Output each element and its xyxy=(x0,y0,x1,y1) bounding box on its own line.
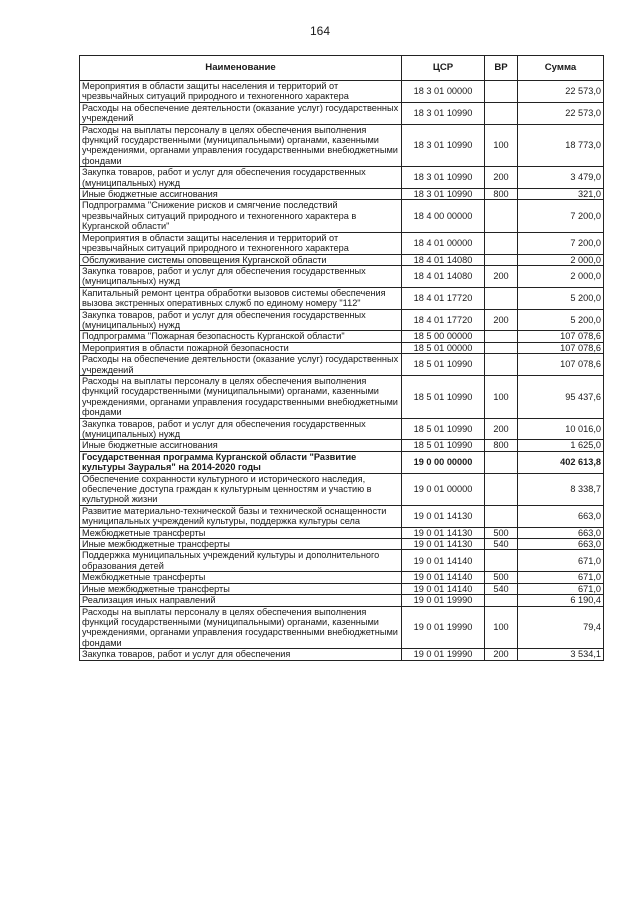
cell-csr: 19 0 01 19990 xyxy=(402,595,485,606)
table-row xyxy=(80,440,604,451)
cell-csr: 18 4 01 14080 xyxy=(402,254,485,265)
cell-sum: 107 078,6 xyxy=(518,354,604,376)
table-row xyxy=(80,505,604,527)
cell-vr xyxy=(485,473,518,505)
cell-csr: 18 3 01 10990 xyxy=(402,124,485,167)
cell-vr: 200 xyxy=(485,167,518,189)
cell-sum: 22 573,0 xyxy=(518,102,604,124)
table-row xyxy=(80,595,604,606)
cell-vr: 500 xyxy=(485,527,518,538)
table-row xyxy=(80,527,604,538)
table-row xyxy=(80,473,604,505)
cell-name: Развитие материально-технической базы и технической оснащенности муниципальных учреждений культуры, поддержка культуры села xyxy=(80,505,402,527)
table-row xyxy=(80,539,604,550)
cell-sum: 321,0 xyxy=(518,189,604,200)
cell-csr: 18 5 01 00000 xyxy=(402,342,485,353)
cell-name: Обслуживание системы оповещения Курганской области xyxy=(80,254,402,265)
cell-csr: 19 0 01 14130 xyxy=(402,505,485,527)
cell-sum: 6 190,4 xyxy=(518,595,604,606)
table-row xyxy=(80,451,604,473)
table-row xyxy=(80,354,604,376)
cell-name: Иные бюджетные ассигнования xyxy=(80,440,402,451)
cell-name: Капитальный ремонт центра обработки вызовов системы обеспечения вызова экстренных оперативных служб по единому номеру "112" xyxy=(80,287,402,309)
cell-csr: 18 3 01 10990 xyxy=(402,102,485,124)
cell-name: Мероприятия в области защиты населения и территорий от чрезвычайных ситуаций природного и техногенного характера xyxy=(80,232,402,254)
cell-vr xyxy=(485,505,518,527)
cell-csr: 18 5 01 10990 xyxy=(402,375,485,418)
cell-sum: 402 613,8 xyxy=(518,451,604,473)
cell-vr xyxy=(485,331,518,342)
cell-name: Государственная программа Курганской области "Развитие культуры Зауралья" на 2014-2020 годы xyxy=(80,451,402,473)
cell-csr: 18 5 01 10990 xyxy=(402,418,485,440)
table-body xyxy=(80,81,604,661)
table-row xyxy=(80,649,604,660)
cell-vr xyxy=(485,342,518,353)
table-row xyxy=(80,200,604,232)
table-row xyxy=(80,572,604,583)
cell-sum: 79,4 xyxy=(518,606,604,649)
cell-csr: 19 0 01 19990 xyxy=(402,649,485,660)
cell-name: Подпрограмма "Снижение рисков и смягчение последствий чрезвычайных ситуаций природного и техногенного характера в Курганской области" xyxy=(80,200,402,232)
cell-csr: 19 0 01 14130 xyxy=(402,527,485,538)
cell-name: Иные бюджетные ассигнования xyxy=(80,189,402,200)
cell-name: Расходы на выплаты персоналу в целях обеспечения выполнения функций государственными (муниципальными) органами, казенными учреждениями, органами управления государственными внебюджетными фондами xyxy=(80,375,402,418)
cell-vr: 540 xyxy=(485,583,518,594)
table-row xyxy=(80,418,604,440)
cell-csr: 18 4 01 17720 xyxy=(402,287,485,309)
cell-csr: 18 3 01 00000 xyxy=(402,81,485,103)
cell-sum: 1 625,0 xyxy=(518,440,604,451)
cell-vr: 800 xyxy=(485,189,518,200)
table-row xyxy=(80,309,604,331)
cell-name: Закупка товаров, работ и услуг для обеспечения государственных (муниципальных) нужд xyxy=(80,309,402,331)
cell-sum: 10 016,0 xyxy=(518,418,604,440)
cell-sum: 663,0 xyxy=(518,539,604,550)
cell-csr: 18 3 01 10990 xyxy=(402,167,485,189)
cell-sum: 2 000,0 xyxy=(518,265,604,287)
cell-name: Поддержка муниципальных учреждений культуры и дополнительного образования детей xyxy=(80,550,402,572)
cell-vr xyxy=(485,232,518,254)
cell-csr: 19 0 01 14130 xyxy=(402,539,485,550)
cell-sum: 107 078,6 xyxy=(518,331,604,342)
cell-vr: 100 xyxy=(485,375,518,418)
table-row xyxy=(80,254,604,265)
table-row xyxy=(80,287,604,309)
cell-csr: 18 4 00 00000 xyxy=(402,200,485,232)
cell-sum: 107 078,6 xyxy=(518,342,604,353)
table-row xyxy=(80,102,604,124)
cell-name: Мероприятия в области защиты населения и территорий от чрезвычайных ситуаций природного и техногенного характера xyxy=(80,81,402,103)
cell-sum: 671,0 xyxy=(518,572,604,583)
cell-csr: 19 0 01 14140 xyxy=(402,583,485,594)
page-number: 164 xyxy=(309,24,331,38)
header-csr: ЦСР xyxy=(402,56,485,81)
cell-name: Закупка товаров, работ и услуг для обеспечения государственных (муниципальных) нужд xyxy=(80,265,402,287)
cell-name: Закупка товаров, работ и услуг для обеспечения государственных (муниципальных) нужд xyxy=(80,418,402,440)
cell-sum: 5 200,0 xyxy=(518,309,604,331)
cell-name: Расходы на выплаты персоналу в целях обеспечения выполнения функций государственными (муниципальными) органами, казенными учреждениями, органами управления государственными внебюджетными фондами xyxy=(80,124,402,167)
cell-csr: 18 4 01 14080 xyxy=(402,265,485,287)
table-row xyxy=(80,189,604,200)
table-row xyxy=(80,342,604,353)
cell-sum: 671,0 xyxy=(518,583,604,594)
cell-sum: 7 200,0 xyxy=(518,200,604,232)
cell-name: Иные межбюджетные трансферты xyxy=(80,583,402,594)
cell-sum: 2 000,0 xyxy=(518,254,604,265)
table-row xyxy=(80,550,604,572)
cell-sum: 3 479,0 xyxy=(518,167,604,189)
cell-vr: 100 xyxy=(485,606,518,649)
cell-sum: 7 200,0 xyxy=(518,232,604,254)
cell-csr: 18 4 01 17720 xyxy=(402,309,485,331)
cell-name: Расходы на обеспечение деятельности (оказание услуг) государственных учреждений xyxy=(80,102,402,124)
cell-sum: 95 437,6 xyxy=(518,375,604,418)
cell-vr xyxy=(485,287,518,309)
cell-vr xyxy=(485,451,518,473)
cell-vr xyxy=(485,102,518,124)
cell-name: Закупка товаров, работ и услуг для обеспечения xyxy=(80,649,402,660)
cell-csr: 19 0 01 00000 xyxy=(402,473,485,505)
table-row xyxy=(80,167,604,189)
cell-vr: 500 xyxy=(485,572,518,583)
cell-csr: 19 0 01 19990 xyxy=(402,606,485,649)
budget-table xyxy=(79,55,604,661)
cell-sum: 5 200,0 xyxy=(518,287,604,309)
cell-vr: 200 xyxy=(485,309,518,331)
cell-csr: 19 0 01 14140 xyxy=(402,550,485,572)
table-header-row xyxy=(80,56,604,81)
cell-vr: 200 xyxy=(485,265,518,287)
cell-name: Расходы на обеспечение деятельности (оказание услуг) государственных учреждений xyxy=(80,354,402,376)
cell-csr: 18 5 01 10990 xyxy=(402,440,485,451)
cell-vr: 200 xyxy=(485,418,518,440)
cell-vr: 800 xyxy=(485,440,518,451)
cell-csr: 18 5 01 10990 xyxy=(402,354,485,376)
cell-sum: 18 773,0 xyxy=(518,124,604,167)
table-row xyxy=(80,232,604,254)
table-row xyxy=(80,265,604,287)
cell-vr xyxy=(485,354,518,376)
table-row xyxy=(80,124,604,167)
table-row xyxy=(80,606,604,649)
table-row xyxy=(80,375,604,418)
cell-name: Межбюджетные трансферты xyxy=(80,527,402,538)
cell-csr: 19 0 00 00000 xyxy=(402,451,485,473)
cell-sum: 3 534,1 xyxy=(518,649,604,660)
table-row xyxy=(80,81,604,103)
cell-sum: 663,0 xyxy=(518,527,604,538)
cell-sum: 22 573,0 xyxy=(518,81,604,103)
cell-vr xyxy=(485,550,518,572)
cell-name: Обеспечение сохранности культурного и исторического наследия, обеспечение доступа граждан к культурным ценностям и участию в культурной жизни xyxy=(80,473,402,505)
cell-name: Мероприятия в области пожарной безопасности xyxy=(80,342,402,353)
cell-vr: 100 xyxy=(485,124,518,167)
cell-vr: 200 xyxy=(485,649,518,660)
cell-vr: 540 xyxy=(485,539,518,550)
cell-csr: 18 5 00 00000 xyxy=(402,331,485,342)
cell-name: Иные межбюджетные трансферты xyxy=(80,539,402,550)
cell-csr: 18 4 01 00000 xyxy=(402,232,485,254)
table-row xyxy=(80,331,604,342)
cell-vr xyxy=(485,200,518,232)
cell-csr: 18 3 01 10990 xyxy=(402,189,485,200)
header-name: Наименование xyxy=(80,56,402,81)
table-row xyxy=(80,583,604,594)
cell-vr xyxy=(485,254,518,265)
header-sum: Сумма xyxy=(518,56,604,81)
cell-name: Подпрограмма "Пожарная безопасность Курганской области" xyxy=(80,331,402,342)
cell-sum: 671,0 xyxy=(518,550,604,572)
header-vr: ВР xyxy=(485,56,518,81)
cell-name: Межбюджетные трансферты xyxy=(80,572,402,583)
cell-vr xyxy=(485,81,518,103)
cell-name: Расходы на выплаты персоналу в целях обеспечения выполнения функций государственными (муниципальными) органами, казенными учреждениями, органами управления государственными внебюджетными фондами xyxy=(80,606,402,649)
cell-csr: 19 0 01 14140 xyxy=(402,572,485,583)
cell-sum: 663,0 xyxy=(518,505,604,527)
cell-vr xyxy=(485,595,518,606)
cell-name: Закупка товаров, работ и услуг для обеспечения государственных (муниципальных) нужд xyxy=(80,167,402,189)
cell-sum: 8 338,7 xyxy=(518,473,604,505)
cell-name: Реализация иных направлений xyxy=(80,595,402,606)
